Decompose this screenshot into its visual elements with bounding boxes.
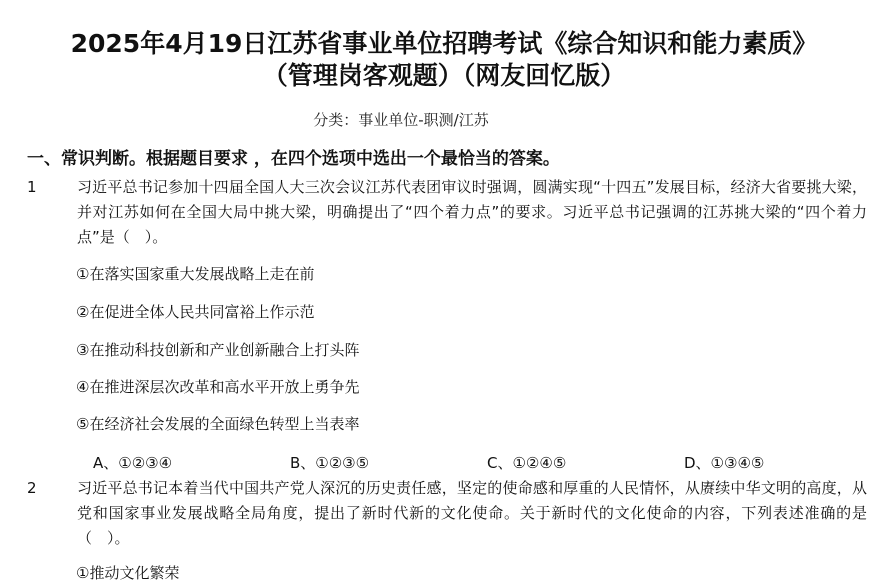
question-item: ①推动文化繁荣 bbox=[76, 564, 180, 582]
question-item: ④在推进深层次改革和高水平开放上勇争先 bbox=[76, 378, 360, 396]
question-number: 1 bbox=[27, 178, 37, 196]
question-text: 习近平总书记参加十四届全国人大三次会议江苏代表团审议时强调，圆满实现“十四五”发展目标，经济大省要挑大梁，并对江苏如何在全国大局中挑大梁，明确提出了“四个着力点”的要求。习近平总书记强调的江苏挑大梁的“四个着力点”是（ ）。 bbox=[77, 178, 867, 246]
title-line-1: 2025年4月19日江苏省事业单位招聘考试《综合知识和能力素质》 bbox=[70, 29, 818, 58]
question-item: ⑤在经济社会发展的全面绿色转型上当表率 bbox=[76, 415, 360, 433]
question-text: 习近平总书记本着当代中国共产党人深沉的历史责任感，坚定的使命感和厚重的人民情怀，从赓续中华文明的高度，从党和国家事业发展战略全局角度，提出了新时代新的文化使命。关于新时代的文化使命的内容，下列表述准确的是（ ）。 bbox=[77, 479, 867, 547]
answer-choice-b: B、①②③⑤ bbox=[290, 454, 370, 472]
title-line-2: （管理岗客观题）（网友回忆版） bbox=[262, 61, 626, 90]
category-label: 分类：事业单位-职测/江苏 bbox=[313, 111, 489, 129]
question-item: ①在落实国家重大发展战略上走在前 bbox=[76, 265, 315, 283]
answer-choice-c: C、①②④⑤ bbox=[487, 454, 567, 472]
document-title bbox=[0, 28, 888, 92]
question-item: ③在推动科技创新和产业创新融合上打头阵 bbox=[76, 341, 360, 359]
question-number: 2 bbox=[27, 479, 37, 497]
section-heading: 一、常识判断。根据题目要求 ，在四个选项中选出一个最恰当的答案。 bbox=[27, 149, 560, 169]
answer-choice-d: D、①③④⑤ bbox=[684, 454, 765, 472]
question-item: ②在促进全体人民共同富裕上作示范 bbox=[76, 303, 315, 321]
answer-choice-a: A、①②③④ bbox=[93, 454, 173, 472]
